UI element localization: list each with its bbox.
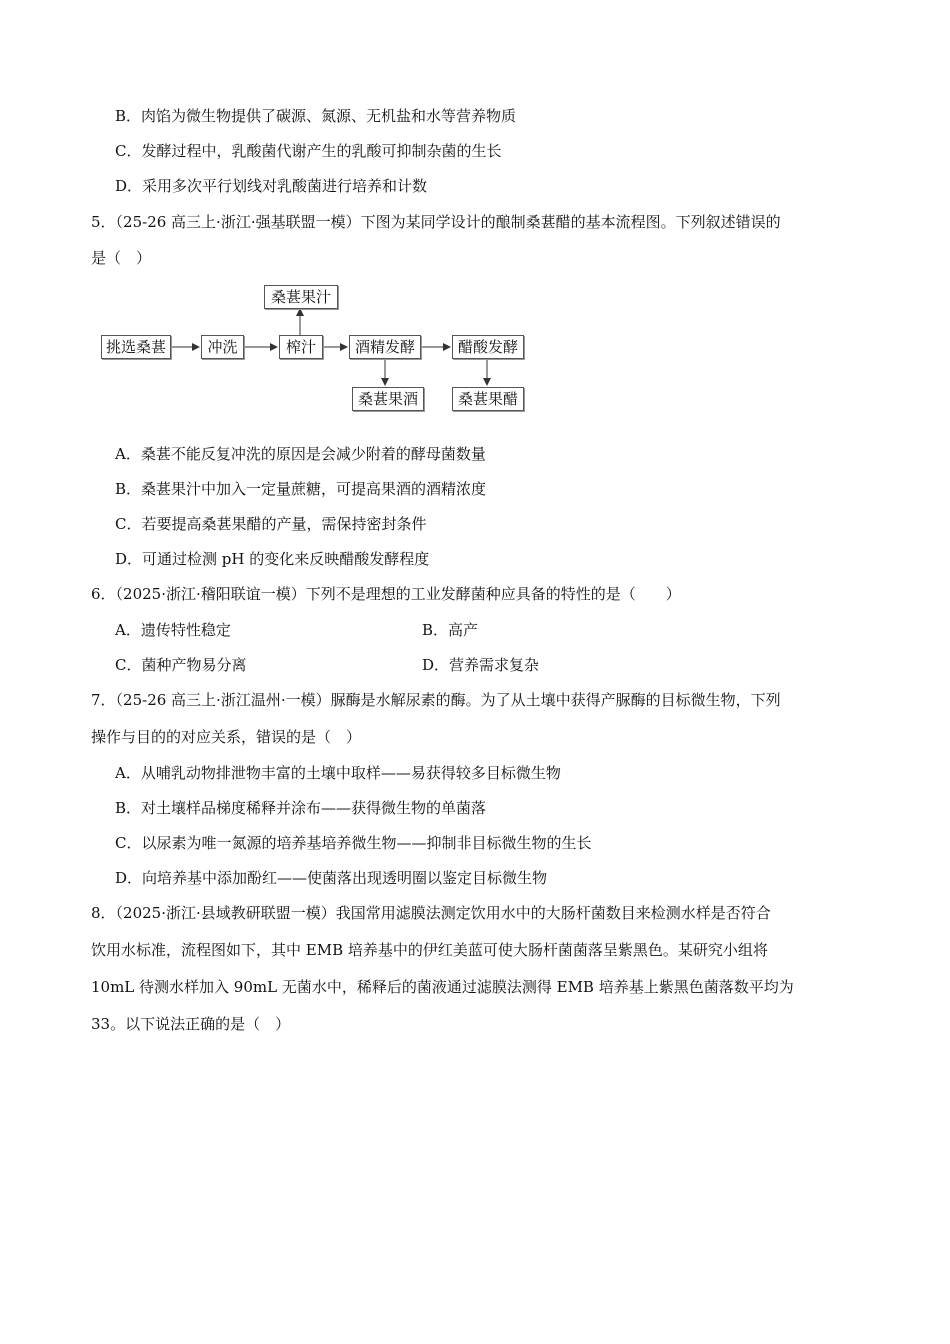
q8-stem-line4: 33。以下说法正确的是（ ）: [91, 1015, 291, 1033]
q5-stem-line1: 5．（25-26 高三上·浙江·强基联盟一模）下图为某同学设计的酿制桑葚醋的基本流程图。下列叙述错误的: [91, 213, 781, 231]
q7-option-d: D．向培养基中添加酚红——使菌落出现透明圈以鉴定目标微生物: [115, 869, 548, 887]
q5-option-a: A．桑葚不能反复冲洗的原因是会减少附着的酵母菌数量: [115, 445, 486, 463]
q6-option-d: D．营养需求复杂: [422, 656, 540, 674]
q5-option-b: B．桑葚果汁中加入一定量蔗糖，可提高果酒的酒精浓度: [115, 480, 487, 498]
q4-option-d: D．采用多次平行划线对乳酸菌进行培养和计数: [115, 177, 428, 195]
flow-box-wine: 桑葚果酒: [352, 387, 424, 411]
q8-stem-line2: 饮用水标准，流程图如下，其中 EMB 培养基中的伊红美蓝可使大肠杆菌菌落呈紫黑色。某研究小组将: [91, 941, 768, 959]
flow-box-wash: 冲洗: [201, 335, 244, 359]
q6-option-a: A．遗传特性稳定: [115, 621, 231, 639]
q7-option-b: B．对土壤样品梯度稀释并涂布——获得微生物的单菌落: [115, 799, 487, 817]
q5-stem-line2: 是（ ）: [91, 249, 152, 267]
q4-option-c: C．发酵过程中，乳酸菌代谢产生的乳酸可抑制杂菌的生长: [115, 142, 502, 160]
q5-option-d: D．可通过检测 pH 的变化来反映醋酸发酵程度: [115, 550, 430, 568]
flow-box-select: 挑选桑葚: [101, 335, 171, 359]
q6-option-c: C．菌种产物易分离: [115, 656, 247, 674]
q7-option-a: A．从哺乳动物排泄物丰富的土壤中取样——易获得较多目标微生物: [115, 764, 561, 782]
flow-box-juice: 桑葚果汁: [264, 285, 338, 309]
q6-option-b: B．高产: [422, 621, 479, 639]
q7-stem-line2: 操作与目的的对应关系，错误的是（ ）: [91, 728, 362, 746]
flow-box-acetic-ferment: 醋酸发酵: [452, 335, 524, 359]
q5-option-c: C．若要提高桑葚果醋的产量，需保持密封条件: [115, 515, 427, 533]
q7-option-c: C．以尿素为唯一氮源的培养基培养微生物——抑制非目标微生物的生长: [115, 834, 592, 852]
flow-box-press: 榨汁: [279, 335, 323, 359]
q6-stem: 6．（2025·浙江·稽阳联谊一模）下列不是理想的工业发酵菌种应具备的特性的是（ ）: [91, 585, 681, 603]
q8-stem-line1: 8．（2025·浙江·县域教研联盟一模）我国常用滤膜法测定饮用水中的大肠杆菌数目来检测水样是否符合: [91, 904, 771, 922]
q4-option-b: B．肉馅为微生物提供了碳源、氮源、无机盐和水等营养物质: [115, 107, 517, 125]
q8-stem-line3: 10mL 待测水样加入 90mL 无菌水中，稀释后的菌液通过滤膜法测得 EMB 培养基上紫黑色菌落数平均为: [91, 978, 794, 996]
q7-stem-line1: 7．（25-26 高三上·浙江温州·一模）脲酶是水解尿素的酶。为了从土壤中获得产脲酶的目标微生物，下列: [91, 691, 781, 709]
flow-box-vinegar: 桑葚果醋: [452, 387, 524, 411]
flow-box-alcohol-ferment: 酒精发酵: [349, 335, 421, 359]
